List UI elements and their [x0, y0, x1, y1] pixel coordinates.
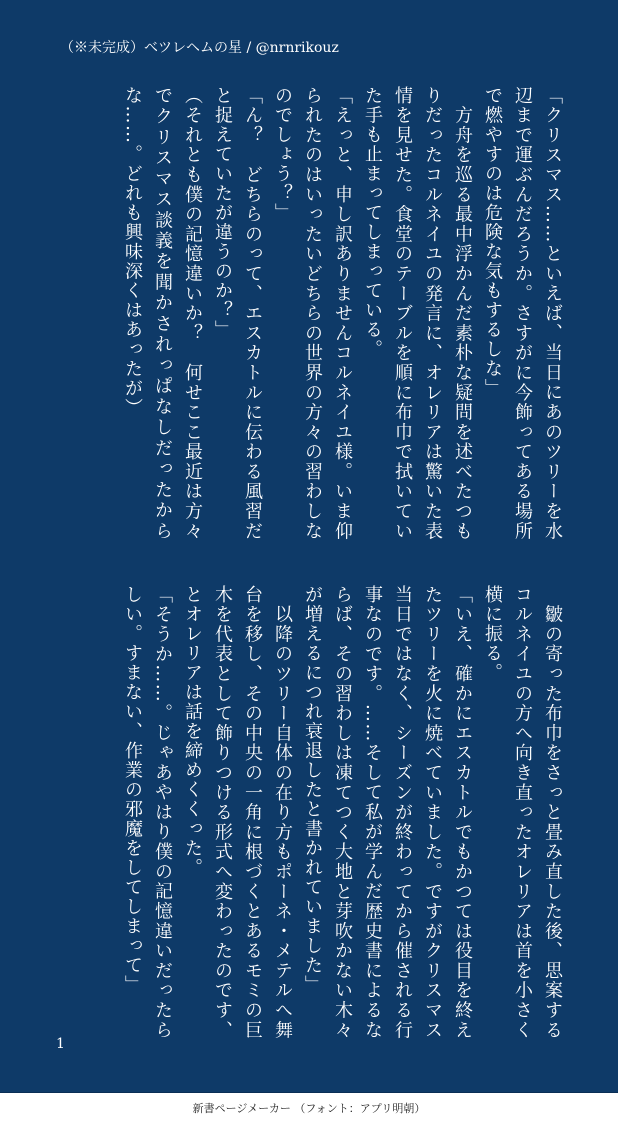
paragraph: 「ん？ どちらのって、エスカトルに伝わる風習だと捉えていたが違うのか？」: [212, 86, 263, 541]
text-block-upper: [61, 86, 567, 541]
footer-credit: 新書ページメーカー （フォント：アプリ明朝）: [192, 1102, 426, 1115]
paragraph: 方舟を巡る最中浮かんだ素朴な疑問を述べたつもりだったコルネイユの発言に、オレリアは驚いた表情を見せた。食堂のテーブルを順に布巾で拭いていた手も止まってしまっている。: [362, 86, 473, 541]
paragraph: 「えっと、申し訳ありませんコルネイユ様。いま仰られたのはいったいどちらの世界の方々の習わしなのでしょう？」: [272, 86, 353, 541]
paragraph: （それとも僕の記憶違いか？ 何せここ最近は方々でクリスマス談義を聞かされっぱなしだったからな……。どれも興味深くはあったが）: [122, 86, 203, 541]
text-block-lower: [61, 585, 567, 1040]
page-number: 1: [56, 1036, 65, 1052]
paragraph: 「いえ、確かにエスカトルでもかつては役目を終えたツリーを火に焼べていました。ですがクリスマス当日ではなく、シーズンが終わってから催される行事なのです。……そして私が学んだ歴史書によるならば、その習わしは凍てつく大地と芽吹かない木々が増えるにつれ衰退したと書かれていました」: [302, 585, 473, 1040]
page-header: （※未完成）ベツレヘムの星 / @nrnrikouz: [60, 40, 339, 56]
paragraph: 「クリスマス……といえば、当日にあのツリーを水辺まで運ぶんだろうか。さすがに今飾ってある場所で燃やすのは危険な気もするしな」: [482, 86, 563, 541]
paragraph: 皺の寄った布巾をさっと畳み直した後、思案するコルネイユの方へ向き直ったオレリアは首を小さく横に振る。: [482, 585, 563, 1040]
paragraph: 以降のツリー自体の在り方もポーネ・メテルへ舞台を移し、その中央の一角に根づくとあるモミの巨木を代表として飾りつける形式へ変わったのです、とオレリアは話を締めくくった。: [182, 585, 293, 1040]
paragraph: 「そうか……。じゃあやはり僕の記憶違いだったらしい。すまない、作業の邪魔をしてしまって」: [122, 585, 173, 1040]
